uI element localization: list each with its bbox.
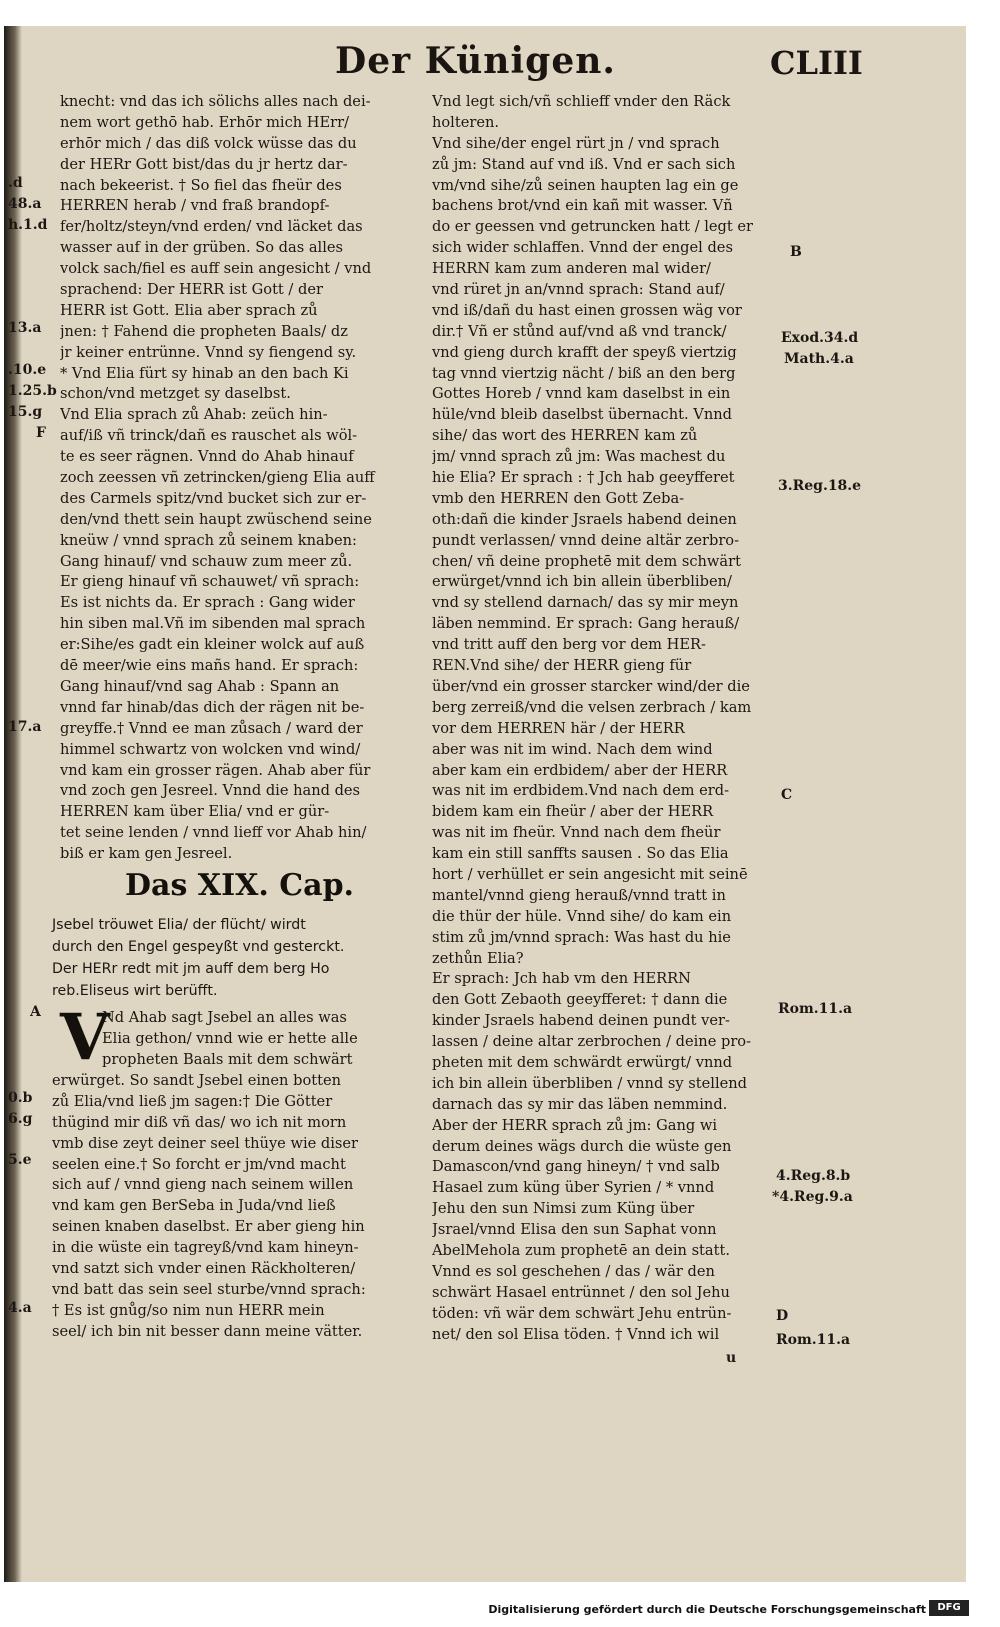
text-line: zoch zeessen vñ zetrincken/gieng Elia auff <box>60 469 375 487</box>
margin-note: 4.Reg.8.b <box>776 1168 851 1184</box>
text-line: Vnd sihe/der engel rürt jn / vnd sprach <box>432 134 720 152</box>
text-line: sihe/ das wort des HERREN kam zů <box>432 427 698 445</box>
text-line: Jsrael/vnnd Elisa den sun Saphat vonn <box>432 1221 717 1239</box>
text-line: holteren. <box>432 113 500 131</box>
text-line: derum deines wägs durch die wüste gen <box>432 1137 732 1155</box>
left-column <box>60 92 408 865</box>
text-line: AbelMehola zum prophetē an dein statt. <box>432 1241 730 1259</box>
text-line: vnd tritt auff den berg vor dem HER- <box>432 636 706 654</box>
left-column-dropcap-lines <box>102 1008 402 1071</box>
dfg-logo: DFG <box>929 1600 969 1616</box>
running-title: Der Künigen. <box>335 40 616 82</box>
text-line: den Gott Zebaoth geeyfferet: † dann die <box>432 991 728 1009</box>
text-line: dē meer/wie eins mañs hand. Er sprach: <box>60 657 359 675</box>
text-line: hin siben mal.Vñ im sibenden mal sprach <box>60 615 366 633</box>
text-line: erwürget. So sandt Jsebel einen botten <box>52 1072 341 1089</box>
text-line: vmb dise zeyt deiner seel thüye wie diser <box>52 1134 359 1152</box>
text-line: zethůn Elia? <box>432 949 524 967</box>
text-line: vnd gieng durch krafft der speyß viertzig <box>432 343 737 361</box>
text-line: Jehu den sun Nimsi zum Küng über <box>432 1200 695 1218</box>
margin-note: B <box>790 244 802 260</box>
text-line: oth:dañ die kinder Jsraels habend deinen <box>432 510 737 528</box>
text-line: zů jm: Stand auf vnd iß. Vnd er sach sich <box>432 155 736 173</box>
margin-note: F <box>36 425 46 441</box>
text-line: vnd satzt sich vnder einen Räckholteren/ <box>52 1260 356 1278</box>
margin-note: .d <box>8 175 23 191</box>
summary-line: Jsebel tröuwet Elia/ der flücht/ wirdt <box>52 917 306 933</box>
binding-edge <box>4 26 22 1582</box>
text-line: ich bin allein überbliben / vnnd sy stellend <box>432 1074 748 1092</box>
text-line: chen/ vñ deine prophetē mit dem schwärt <box>432 552 741 570</box>
text-line: berg zerreiß/vnd die velsen zerbrach / kam <box>432 698 752 716</box>
text-line: Vnnd es sol geschehen / das / wär den <box>432 1262 715 1280</box>
text-line: vnd kam gen BerSeba in Juda/vnd ließ <box>52 1197 336 1215</box>
text-line: te es seer rägnen. Vnnd do Ahab hinauf <box>60 448 354 466</box>
text-line: jnen: † Fahend die propheten Baals/ dz <box>60 322 348 340</box>
margin-note: 15.g <box>8 404 43 420</box>
margin-note: Rom.11.a <box>778 1001 853 1017</box>
text-line: vnd rüret jn an/vnnd sprach: Stand auf/ <box>432 281 725 299</box>
text-line: sich auf / vnnd gieng nach seinem willen <box>52 1176 354 1194</box>
text-line: kneüw / vnnd sprach zů seinem knaben: <box>60 531 357 549</box>
text-line: erhōr mich / das diß volck wüsse das du <box>60 134 357 152</box>
margin-note: .10.e <box>8 362 47 378</box>
text-line: Vnd legt sich/vñ schlieff vnder den Räck <box>432 93 731 110</box>
margin-note: 17.a <box>8 719 42 735</box>
margin-note: D <box>776 1308 789 1324</box>
text-line: jr keiner entrünne. Vnnd sy fiengend sy. <box>60 343 357 361</box>
text-line: Hasael zum küng über Syrien / * vnnd <box>432 1179 715 1197</box>
margin-note: 0.b <box>8 1090 33 1106</box>
text-line: Nd Ahab sagt Jsebel an alles was <box>102 1009 347 1026</box>
text-line: vnd batt das sein seel sturbe/vnnd sprach: <box>52 1280 366 1298</box>
drop-cap: V <box>60 1000 110 1075</box>
text-line: HERRN kam zum anderen mal wider/ <box>432 260 711 278</box>
text-line: stim zů jm/vnnd sprach: Was hast du hie <box>432 928 731 946</box>
text-line: vor dem HERREN här / der HERR <box>432 719 685 737</box>
text-line: bidem kam ein fheür / aber der HERR <box>432 803 714 821</box>
text-line: HERREN kam über Elia/ vnd er gür- <box>60 803 330 821</box>
text-line: kinder Jsraels habend deinen pundt ver- <box>432 1012 730 1030</box>
margin-note: 3.Reg.18.e <box>778 478 862 494</box>
text-line: was nit im erdbidem.Vnd nach dem erd- <box>432 782 730 800</box>
margin-note: Math.4.a <box>784 351 854 367</box>
text-line: HERR ist Gott. Elia aber sprach zů <box>60 301 318 319</box>
text-line: seelen eine.† So forcht er jm/vnd macht <box>52 1155 346 1173</box>
text-line: er:Sihe/es gadt ein kleiner wolck auf auß <box>60 636 365 654</box>
margin-note: 13.a <box>8 320 42 336</box>
summary-line: reb.Eliseus wirt berüfft. <box>52 983 218 999</box>
margin-note: *4.Reg.9.a <box>772 1189 853 1205</box>
text-line: tet seine lenden / vnnd lieff vor Ahab hin/ <box>60 824 367 842</box>
text-line: Damascon/vnd gang hineyn/ † vnd salb <box>432 1158 720 1176</box>
text-line: des Carmels spitz/vnd bucket sich zur er- <box>60 489 367 507</box>
text-line: Gang hinauf/ vnd schauw zum meer zů. <box>60 552 353 570</box>
text-line: fer/holtz/steyn/vnd erden/ vnd läcket das <box>60 218 363 236</box>
text-line: thügind mir diß vñ das/ wo ich nit morn <box>52 1113 347 1131</box>
text-line: do er geessen vnd getruncken hatt / legt er <box>432 218 754 236</box>
text-line: erwürget/vnnd ich bin allein überbliben/ <box>432 573 732 591</box>
text-line: nem wort gethō hab. Erhōr mich HErr/ <box>60 113 350 131</box>
text-line: vnnd far hinab/das dich der rägen nit be- <box>60 698 365 716</box>
text-line: darnach das sy mir das läben nemmind. <box>432 1095 728 1113</box>
chapter-heading: Das XIX. Cap. <box>125 868 354 903</box>
text-line: knecht: vnd das ich sölichs alles nach dei- <box>60 93 371 110</box>
text-line: Er sprach: Jch hab vm den HERRN <box>432 970 691 988</box>
margin-note: h.1.d <box>8 217 48 233</box>
margin-note: 1.25.b <box>8 383 57 399</box>
text-line: hüle/vnd bleib daselbst übernacht. Vnnd <box>432 406 732 424</box>
text-line: vmb den HERREN den Gott Zeba- <box>432 489 685 507</box>
text-line: Elia gethon/ vnnd wie er hette alle <box>102 1029 358 1047</box>
text-line: † Es ist gnůg/so nim nun HERR mein <box>52 1301 325 1319</box>
margin-note: 4.a <box>8 1300 32 1316</box>
text-line: pheten mit dem schwärdt erwürgt/ vnnd <box>432 1053 733 1071</box>
margin-note: 48.a <box>8 196 42 212</box>
text-line: net/ den sol Elisa töden. † Vnnd ich wil <box>432 1325 720 1343</box>
text-line: der HERr Gott bist/das du jr hertz dar- <box>60 155 348 173</box>
text-line: hort / verhüllet er sein angesicht mit seinē <box>432 865 748 883</box>
text-line: kam ein still sanffts sausen . So das Elia <box>432 845 729 863</box>
text-line: seinen knaben daselbst. Er aber gieng hin <box>52 1218 365 1236</box>
text-line: wasser auf in der grüben. So das alles <box>60 239 343 257</box>
text-line: sprachend: Der HERR ist Gott / der <box>60 281 323 299</box>
text-line: auf/iß vñ trinck/dañ es rauschet als wöl- <box>60 427 358 445</box>
text-line: Aber der HERR sprach zů jm: Gang wi <box>432 1116 717 1134</box>
text-line: propheten Baals mit dem schwärt <box>102 1050 353 1068</box>
text-line: himmel schwartz von wolcken vnd wind/ <box>60 740 361 758</box>
margin-note: A <box>30 1004 41 1020</box>
text-line: pundt verlassen/ vnnd deine altär zerbro- <box>432 531 740 549</box>
text-line: tag vnnd viertzig nächt / biß an den berg <box>432 364 736 382</box>
text-line: * Vnd Elia fürt sy hinab an den bach Ki <box>60 364 349 382</box>
margin-note: 5.e <box>8 1152 32 1168</box>
text-line: Gottes Horeb / vnnd kam daselbst in ein <box>432 385 731 403</box>
text-line: sich wider schlaffen. Vnnd der engel des <box>432 239 733 257</box>
margin-note: Rom.11.a <box>776 1332 851 1348</box>
text-line: bachens brot/vnd ein kañ mit wasser. Vñ <box>432 197 733 215</box>
text-line: seel/ ich bin nit besser dann meine vätter. <box>52 1322 363 1340</box>
text-line: Es ist nichts da. Er sprach : Gang wider <box>60 594 355 612</box>
text-line: über/vnd ein grosser starcker wind/der die <box>432 677 750 695</box>
text-line: Er gieng hinauf vñ schauwet/ vñ sprach: <box>60 573 360 591</box>
text-line: vnd sy stellend darnach/ das sy mir meyn <box>432 594 739 612</box>
text-line: vm/vnd sihe/zů seinen haupten lag ein ge <box>432 176 739 194</box>
text-line: greyffe.† Vnnd ee man zůsach / ward der <box>60 719 363 737</box>
text-line: nach bekeerist. † So fiel das fheür des <box>60 176 342 194</box>
margin-note: Exod.34.d <box>781 330 859 346</box>
text-line: was nit im fheür. Vnnd nach dem fheür <box>432 824 721 842</box>
chapter-summary <box>52 914 412 1002</box>
text-line: biß er kam gen Jesreel. <box>60 845 233 863</box>
folio-number: CLIII <box>770 44 863 82</box>
text-line: aber kam ein erdbidem/ aber der HERR <box>432 761 728 779</box>
text-line: vnd kam ein grosser rägen. Ahab aber für <box>60 761 371 779</box>
text-line: Gang hinauf/vnd sag Ahab : Spann an <box>60 677 340 695</box>
summary-line: durch den Engel gespeyßt vnd gesterckt. <box>52 939 345 955</box>
text-line: vnd zoch gen Jesreel. Vnnd die hand des <box>60 782 361 800</box>
text-line: dir.† Vñ er stůnd auf/vnd aß vnd tranck/ <box>432 322 727 340</box>
text-line: mantel/vnnd gieng herauß/vnnd tratt in <box>432 886 726 904</box>
text-line: den/vnd thett sein haupt zwüschend seine <box>60 510 372 528</box>
left-column-bottom <box>52 1071 404 1343</box>
text-line: schwärt Hasael entrünnet / den sol Jehu <box>432 1283 730 1301</box>
text-line: zů Elia/vnd ließ jm sagen:† Die Götter <box>52 1092 333 1110</box>
signature-mark: u <box>726 1350 737 1366</box>
text-line: REN.Vnd sihe/ der HERR gieng für <box>432 657 692 675</box>
text-line: Vnd Elia sprach zů Ahab: zeüch hin- <box>60 406 328 424</box>
summary-line: Der HERr redt mit jm auff dem berg Ho <box>52 961 330 977</box>
right-column <box>432 92 782 1345</box>
text-line: in die wüste ein tagreyß/vnd kam hineyn- <box>52 1239 359 1257</box>
margin-note: C <box>781 787 793 803</box>
text-line: hie Elia? Er sprach : † Jch hab geeyfferet <box>432 469 735 487</box>
text-line: die thür der hüle. Vnnd sihe/ do kam ein <box>432 907 732 925</box>
text-line: volck sach/fiel es auff sein angesicht / vnd <box>60 260 372 278</box>
text-line: schon/vnd metzget sy daselbst. <box>60 385 291 403</box>
digitization-credit: Digitalisierung gefördert durch die Deutsche Forschungsgemeinschaft <box>488 1603 926 1616</box>
text-line: vnd iß/dañ du hast einen grossen wäg vor <box>432 301 742 319</box>
text-line: lassen / deine altar zerbrochen / deine pro- <box>432 1033 752 1051</box>
text-line: HERREN herab / vnd fraß brandopf- <box>60 197 330 215</box>
text-line: töden: vñ wär dem schwärt Jehu entrün- <box>432 1304 732 1322</box>
text-line: jm/ vnnd sprach zů jm: Was machest du <box>432 448 726 466</box>
text-line: läben nemmind. Er sprach: Gang herauß/ <box>432 615 740 633</box>
margin-note: 6.g <box>8 1111 33 1127</box>
text-line: aber was nit im wind. Nach dem wind <box>432 740 713 758</box>
